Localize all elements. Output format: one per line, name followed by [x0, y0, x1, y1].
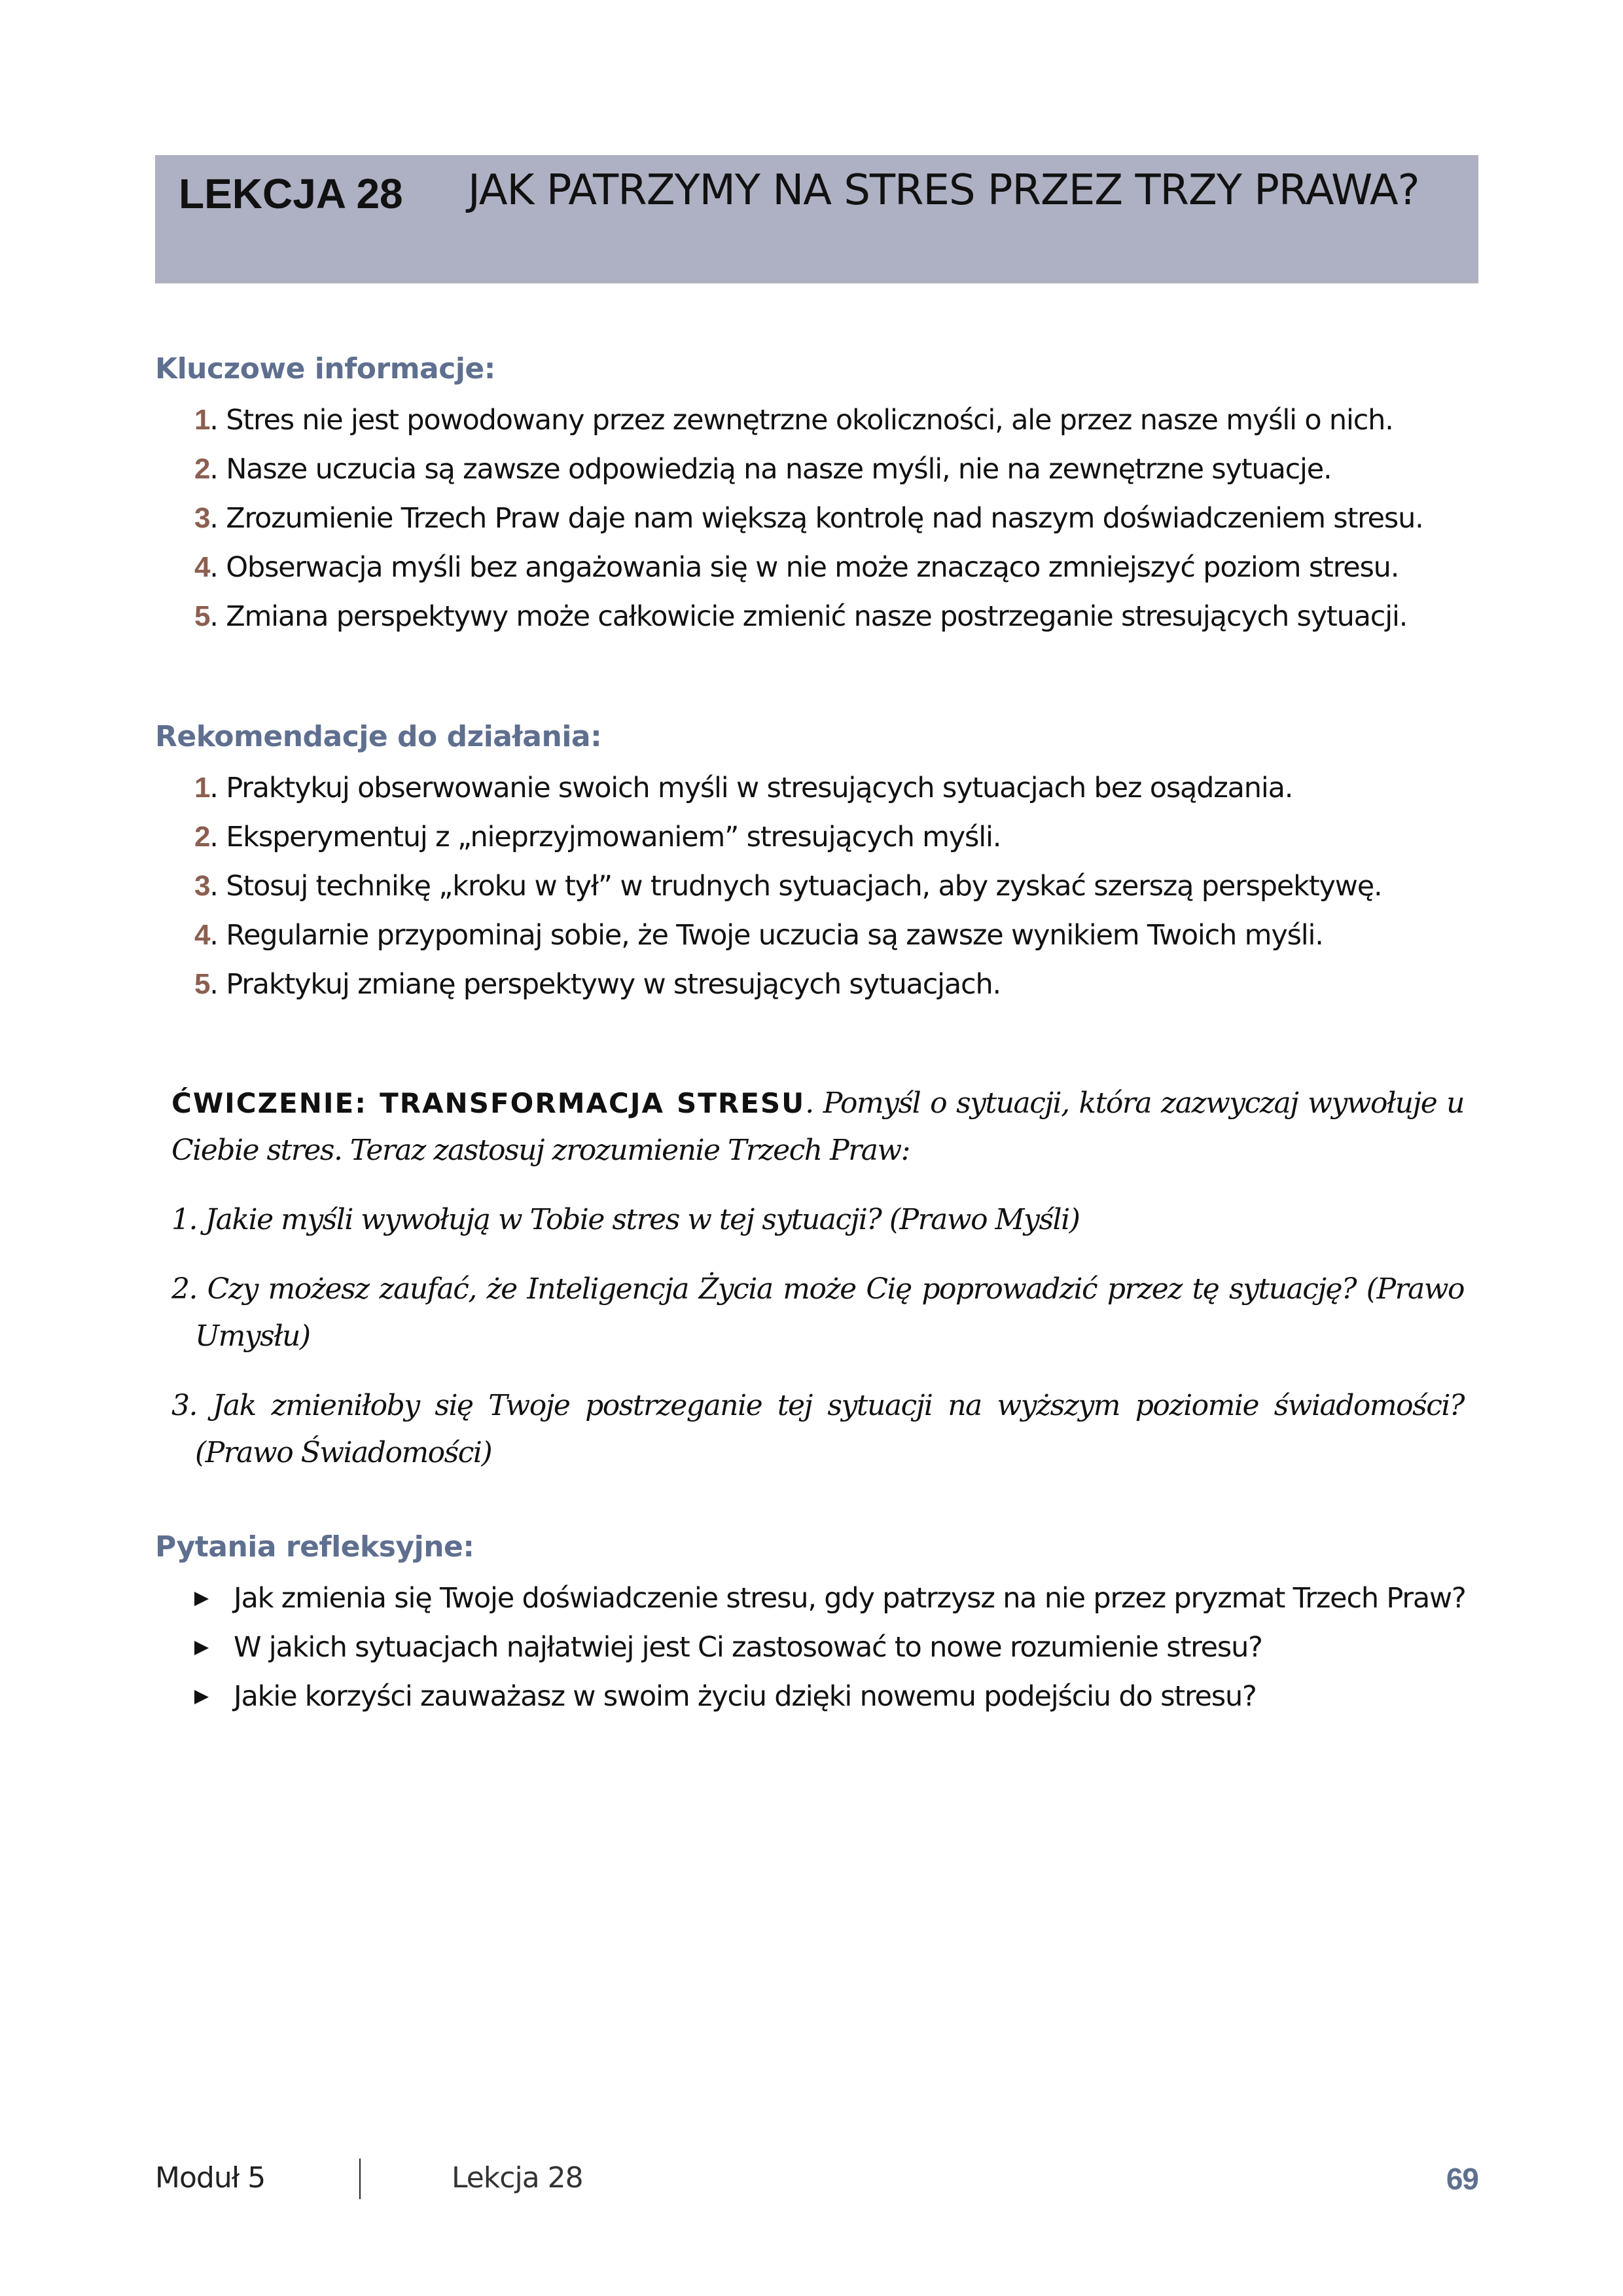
list-number: 1 — [194, 772, 210, 804]
list-item-text: . Eksperymentuj z „nieprzyjmowaniem” stresujących myśli. — [209, 821, 1001, 853]
list-number: 3 — [194, 502, 210, 534]
page-number: 69 — [1446, 2162, 1478, 2196]
lesson-title: JAK PATRZYMY NA STRES PRZEZ TRZY PRAWA? — [468, 166, 1419, 215]
list-item — [194, 395, 1497, 444]
triangle-right-icon — [194, 1641, 209, 1655]
lesson-header-banner — [155, 155, 1478, 283]
list-item — [194, 493, 1497, 543]
list-number: 2 — [194, 821, 210, 853]
list-item-text: . Zmiana perspektywy może całkowicie zmienić nasze postrzeganie stresujących sytuacji. — [209, 600, 1408, 633]
lesson-number: LEKCJA 28 — [179, 170, 403, 217]
list-item-text: . Praktykuj zmianę perspektywy w stresujących sytuacjach. — [209, 968, 1001, 1001]
list-item-text: . Regularnie przypominaj sobie, że Twoje uczucia są zawsze wynikiem Twoich myśli. — [209, 919, 1323, 952]
footer-separator — [359, 2159, 361, 2199]
list-item-text: . Stres nie jest powodowany przez zewnętrzne okoliczności, ale przez nasze myśli o nich. — [209, 404, 1393, 437]
page-footer — [155, 2161, 1478, 2200]
list-item — [194, 444, 1497, 493]
list-item-text: Jakie korzyści zauważasz w swoim życiu dzięki nowemu podejściu do stresu? — [234, 1680, 1257, 1713]
list-number: 4 — [194, 551, 210, 583]
list-item — [194, 1623, 1478, 1672]
reflection-list — [194, 1574, 1478, 1721]
list-number: 1 — [194, 404, 210, 436]
triangle-right-icon — [194, 1592, 209, 1606]
list-item-text: W jakich sytuacjach najłatwiej jest Ci zastosować to nowe rozumienie stresu? — [234, 1631, 1262, 1664]
list-item-text: . Praktykuj obserwowanie swoich myśli w stresujących sytuacjach bez osądzania. — [209, 772, 1293, 804]
list-item-text: . Zrozumienie Trzech Praw daje nam większą kontrolę nad naszym doświadczeniem stresu. — [209, 502, 1423, 535]
list-item — [194, 910, 1497, 960]
triangle-right-icon — [194, 1690, 209, 1704]
exercise-question: 3. Jak zmieniłoby się Twoje postrzeganie tej sytuacji na wyższym poziomie świadomości? (Prawo Świadomości) — [171, 1389, 1464, 1469]
list-item-text: . Stosuj technikę „kroku w tył” w trudnych sytuacjach, aby zyskać szerszą perspektywę. — [209, 870, 1382, 903]
list-item — [194, 543, 1497, 592]
recommendations-list — [194, 763, 1497, 1009]
list-number: 2 — [194, 453, 210, 485]
list-item-text: Jak zmienia się Twoje doświadczenie stresu, gdy patrzysz na nie przez pryzmat Trzech Praw? — [234, 1582, 1466, 1615]
list-item — [194, 960, 1497, 1009]
list-item — [194, 763, 1497, 812]
exercise-question: 1. Jakie myśli wywołują w Tobie stres w tej sytuacji? (Prawo Myśli) — [171, 1203, 1080, 1236]
list-item — [194, 1574, 1478, 1623]
reflection-heading: Pytania refleksyjne: — [155, 1530, 474, 1564]
list-item — [194, 1672, 1478, 1721]
list-number: 5 — [194, 968, 210, 1000]
list-item — [194, 861, 1497, 910]
exercise-label: ĆWICZENIE: TRANSFORMACJA STRESU — [171, 1087, 806, 1119]
list-number: 3 — [194, 870, 210, 902]
exercise-intro — [171, 1080, 1464, 1174]
list-item — [194, 592, 1497, 641]
key-info-list — [194, 395, 1497, 641]
list-number: 5 — [194, 600, 210, 632]
footer-lesson: Lekcja 28 — [452, 2161, 583, 2195]
list-item — [194, 812, 1497, 861]
exercise-block — [171, 1080, 1464, 1499]
exercise-intro-text: . Pomyśl o sytuacji, która zazwyczaj wywołuje u Ciebie stres. Teraz zastosuj zrozumienie Trzech Praw: — [171, 1086, 1465, 1167]
key-info-heading: Kluczowe informacje: — [155, 352, 495, 386]
list-number: 4 — [194, 919, 210, 951]
exercise-question: 2. Czy możesz zaufać, że Inteligencja Życia może Cię poprowadzić przez tę sytuację? (Prawo Umysłu) — [171, 1272, 1464, 1353]
recommendations-heading: Rekomendacje do działania: — [155, 720, 602, 753]
list-item-text: . Nasze uczucia są zawsze odpowiedzią na nasze myśli, nie na zewnętrzne sytuacje. — [209, 453, 1332, 486]
footer-module: Moduł 5 — [155, 2161, 266, 2195]
list-item-text: . Obserwacja myśli bez angażowania się w nie może znacząco zmniejszyć poziom stresu. — [209, 551, 1399, 584]
